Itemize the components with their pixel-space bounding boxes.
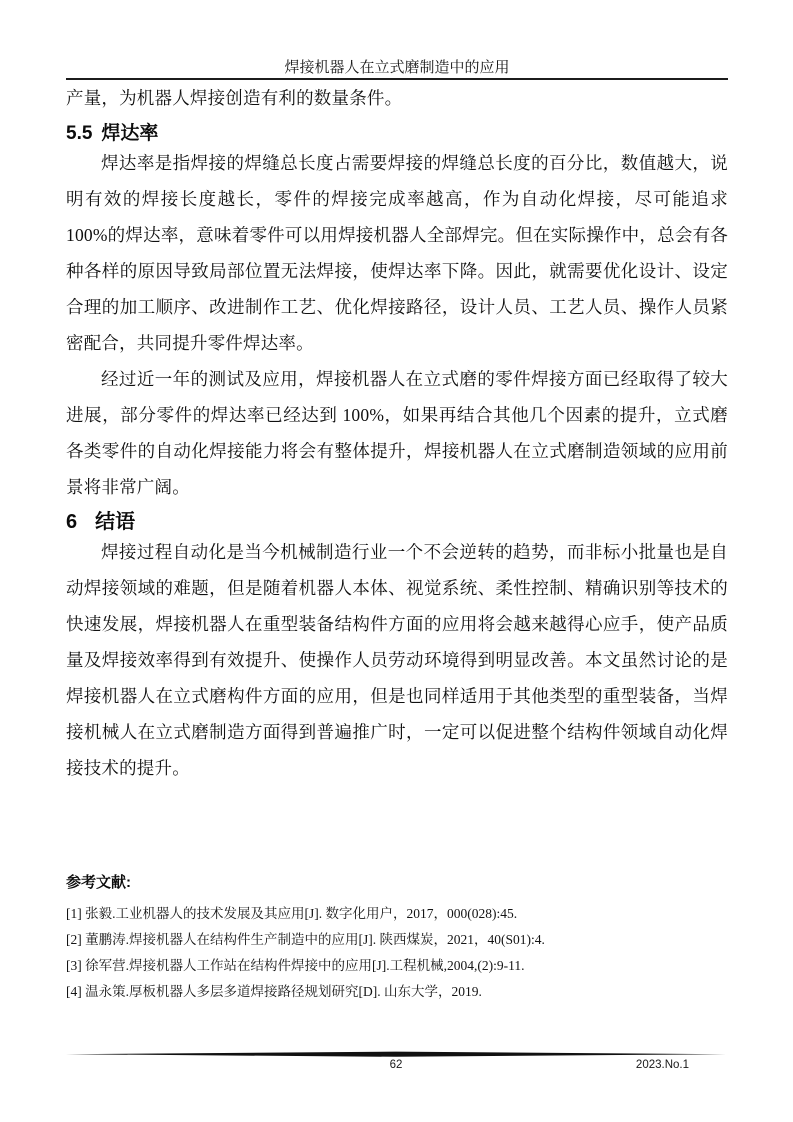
section-heading-5-5 — [66, 123, 728, 145]
references-list — [66, 901, 728, 1005]
section-title: 结语 — [95, 511, 136, 533]
paragraph: 焊达率是指焊接的焊缝总长度占需要焊接的焊缝总长度的百分比，数值越大，说明有效的焊接长度越长，零件的焊接完成率越高，作为自动化焊接，尽可能追求 100%的焊达率，意味着零件可以用焊接机器人全部焊完。但在实际操作中，总会有各种各样的原因导致局部位置无法焊接，使焊达率下降。因此，就需要优化设计、设定合理的加工顺序、改进制作工艺、优化焊接路径，设计人员、工艺人员、操作人员紧密配合，共同提升零件焊达率。 — [66, 153, 728, 353]
reference-item: [3] 徐军营.焊接机器人工作站在结构件焊接中的应用[J].工程机械,2004,(2):9-11. — [66, 958, 525, 973]
reference-item: [2] 董鹏涛.焊接机器人在结构件生产制造中的应用[J]. 陕西煤炭，2021，40(S01):4. — [66, 932, 545, 947]
footer-rule — [66, 1051, 726, 1058]
issue-label: 2023.No.1 — [635, 1059, 689, 1071]
section-number: 6 — [66, 511, 78, 533]
section-heading-6 — [66, 510, 728, 534]
references-section — [66, 872, 728, 1005]
paragraph: 经过近一年的测试及应用，焊接机器人在立式磨的零件焊接方面已经取得了较大进展，部分零件的焊达率已经达到 100%，如果再结合其他几个因素的提升，立式磨各类零件的自动化焊接能力将会有整体提升，焊接机器人在立式磨制造领域的应用前景将非常广阔。 — [66, 369, 728, 497]
page-number: 62 — [389, 1059, 403, 1071]
page-footer — [66, 1051, 726, 1075]
references-heading: 参考文献: — [66, 874, 131, 891]
section-title: 焊达率 — [101, 123, 159, 144]
footer-text-row — [66, 1059, 726, 1075]
running-head-title: 焊接机器人在立式磨制造中的应用 — [284, 60, 510, 76]
page-content — [66, 0, 728, 1005]
reference-item: [4] 温永策.厚板机器人多层多道焊接路径规划研究[D]. 山东大学，2019. — [66, 984, 482, 999]
reference-item: [1] 张毅.工业机器人的技术发展及其应用[J]. 数字化用户，2017，000(028):45. — [66, 906, 518, 921]
paragraph: 焊接过程自动化是当今机械制造行业一个不会逆转的趋势，而非标小批量也是自动焊接领域的难题，但是随着机器人本体、视觉系统、柔性控制、精确识别等技术的快速发展，焊接机器人在重型装备结构件方面的应用将会越来越得心应手，使产品质量及焊接效率得到有效提升、使操作人员劳动环境得到明显改善。本文虽然讨论的是焊接机器人在立式磨构件方面的应用，但是也同样适用于其他类型的重型装备，当焊接机械人在立式磨制造方面得到普遍推广时，一定可以促进整个结构件领域自动化焊接技术的提升。 — [66, 542, 728, 778]
section-number: 5.5 — [66, 123, 93, 144]
paragraph-continuation: 产量，为机器人焊接创造有利的数量条件。 — [66, 88, 403, 108]
